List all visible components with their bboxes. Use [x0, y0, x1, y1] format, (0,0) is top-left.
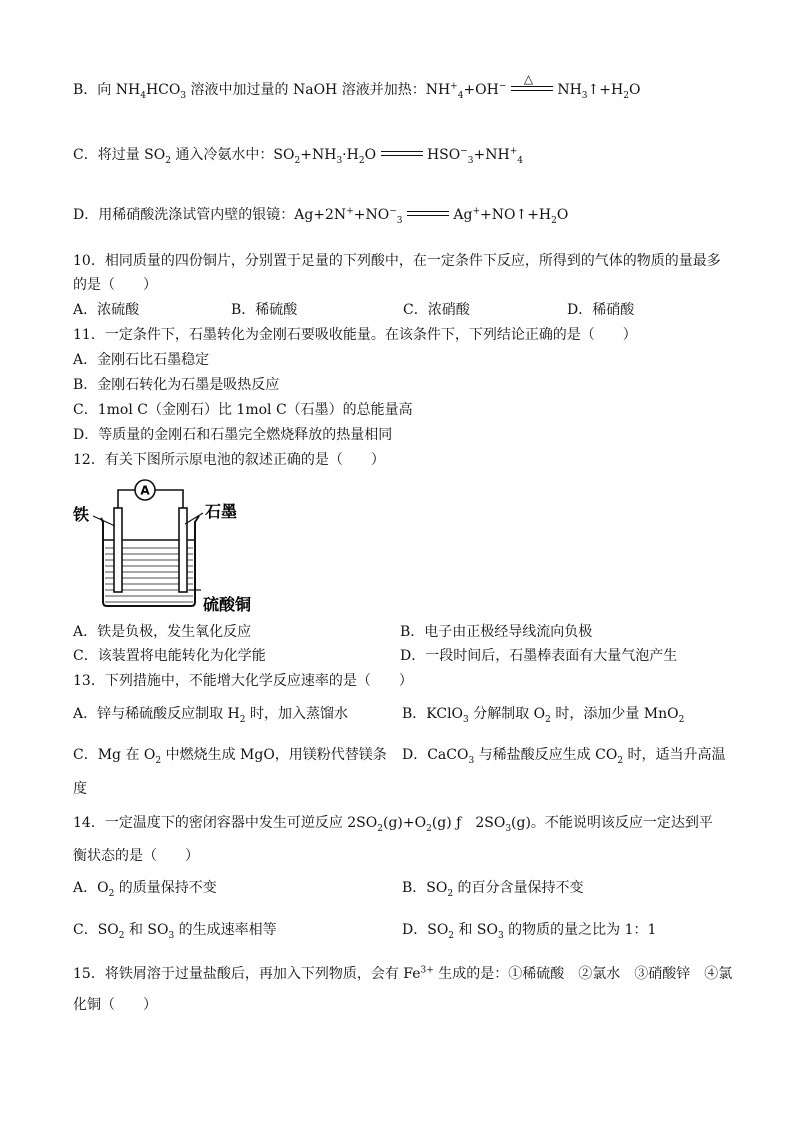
q12-option-a: A．铁是负极，发生氧化反应 [73, 624, 252, 640]
q10-stem-line2: 的是（ ） [73, 277, 157, 293]
copper-sulfate-label: 硫酸铜 [203, 595, 252, 614]
q11-option-d: D．等质量的金刚石和石墨完全燃烧释放的热量相同 [73, 427, 393, 443]
q9-option-d: D．用稀硝酸洗涤试管内壁的银镜：$Ag+2N^++NO^-_3$ $Ag^++NO↑+H_2O$ [73, 206, 569, 226]
equals-sign [407, 208, 449, 222]
q13-stem: 13．下列措施中，不能增大化学反应速率的是（ ） [73, 673, 413, 689]
q10-stem-line1: 10．相同质量的四份铜片，分别置于足量的下列酸中，在一定条件下反应，所得到的气体的物质的量最多 [73, 253, 721, 269]
q12-option-c: C．该装置将电能转化为化学能 [73, 648, 266, 664]
q11-option-a: A．金刚石比石墨稳定 [73, 352, 210, 368]
q10-option-c: C．浓硝酸 [403, 302, 470, 318]
q12-option-b: B．电子由正极经导线流向负极 [400, 624, 593, 640]
q12-option-d: D．一段时间后，石墨棒表面有大量气泡产生 [400, 648, 678, 664]
q11-option-c: C．1mol C（金刚石）比 1mol C（石墨）的总能量高 [73, 402, 413, 418]
q13-option-b: B．KClO$_3$ 分解制取 $O_2$ 时，添加少量 MnO$_2$ [402, 706, 685, 725]
ammeter-label: A [140, 483, 150, 498]
graphite-label: 石墨 [205, 502, 238, 521]
q14-option-c: C．$SO_2$ 和 $SO_3$ 的生成速率相等 [73, 922, 277, 941]
q13-option-c: C．Mg 在 $O_2$ 中燃烧生成 MgO，用镁粉代替镁条 [73, 747, 387, 766]
equals-sign [381, 148, 423, 162]
q14-option-d: D．$SO_2$ 和 $SO_3$ 的物质的量之比为 1：1 [402, 922, 657, 941]
q10-option-b: B．稀硫酸 [231, 302, 298, 318]
q13-option-d: D．CaCO$_3$ 与稀盐酸反应生成 $CO_2$ 时，适当升高温 [402, 747, 726, 766]
heat-equals-sign: △ [511, 83, 553, 97]
q15-stem-line1: 15．将铁屑溶于过量盐酸后，再加入下列物质，会有 $Fe^{3+}$ 生成的是：①稀硫酸 ②氯水 ③硝酸锌 ④氯 [73, 965, 733, 982]
q10-option-d: D．稀硝酸 [567, 302, 635, 318]
q11-option-b: B．金刚石转化为石墨是吸热反应 [73, 377, 280, 393]
q14-stem-line2: 衡状态的是（ ） [73, 848, 199, 864]
galvanic-cell-figure [73, 478, 273, 614]
iron-electrode [114, 508, 122, 592]
graphite-electrode [179, 508, 187, 592]
q11-stem: 11．一定条件下，石墨转化为金刚石要吸收能量。在该条件下，下列结论正确的是（ ） [73, 327, 637, 343]
q14-option-a: A．$O_2$ 的质量保持不变 [73, 880, 217, 899]
q9-option-c: C．将过量 $SO_2$ 通入冷氨水中：$SO_2+NH_3\cdot H_2O$ $HSO^-_3+NH^+_4$ [73, 146, 524, 166]
q10-option-a: A．浓硫酸 [73, 302, 140, 318]
q9-option-b: B．向 $NH_4HCO_3$ 溶液中加过量的 NaOH 溶液并加热：$NH^+_4+OH^-$ △ $NH_3↑+H_2O$ [73, 72, 641, 101]
q14-stem-line1: 14．一定温度下的密闭容器中发生可逆反应 $2SO_2(g)+O_2(g)$ ƒ $2SO_3(g)$。不能说明该反应一定达到平 [73, 815, 713, 834]
q12-stem: 12．有关下图所示原电池的叙述正确的是（ ） [73, 452, 385, 468]
q15-stem-line2: 化铜（ ） [73, 997, 157, 1013]
q13-option-d-continued: 度 [73, 781, 87, 797]
q13-option-a: A．锌与稀硫酸反应制取 $H_2$ 时，加入蒸馏水 [73, 706, 348, 725]
q14-option-b: B．$SO_2$ 的百分含量保持不变 [402, 880, 584, 899]
iron-label: 铁 [73, 505, 90, 524]
